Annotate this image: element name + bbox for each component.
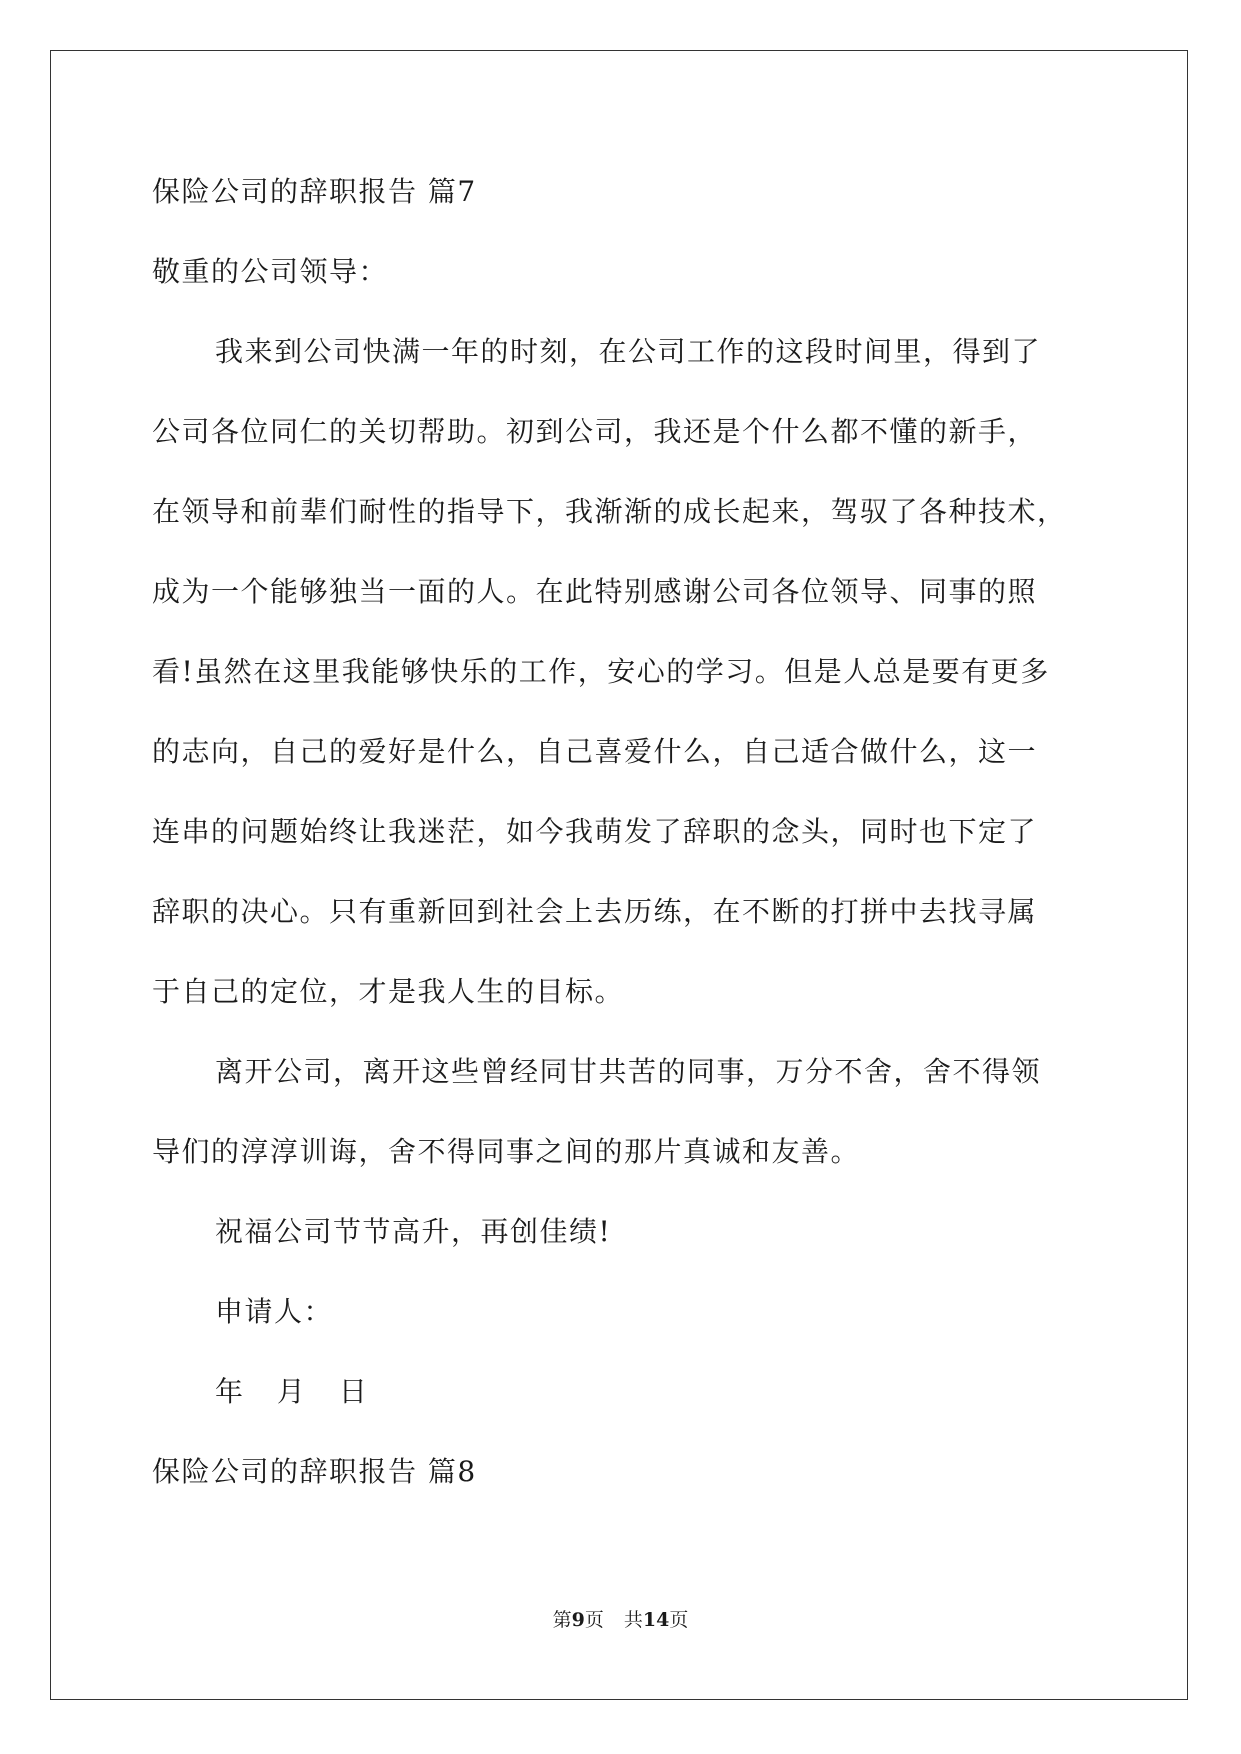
date-day: 日 [338, 1375, 369, 1408]
closing-wish: 祝福公司节节高升，再创佳绩! [215, 1215, 612, 1248]
total-prefix: 共 [623, 1609, 643, 1631]
applicant-label: 申请人： [215, 1295, 334, 1328]
date-month: 月 [276, 1375, 307, 1408]
page-suffix: 页 [584, 1609, 604, 1631]
section-heading-7: 保险公司的辞职报告 篇7 [152, 175, 477, 208]
paragraph-2-line-2: 导们的淳淳训诲，舍不得同事之间的那片真诚和友善。 [152, 1135, 861, 1168]
date-year: 年 [215, 1375, 245, 1408]
total-suffix: 页 [669, 1609, 689, 1631]
page-current: 9 [571, 1609, 585, 1631]
paragraph-1-line-6: 的志向，自己的爱好是什么，自己喜爱什么，自己适合做什么，这一 [152, 735, 1038, 768]
paragraph-1-line-1: 我来到公司快满一年的时刻，在公司工作的这段时间里，得到了 [215, 335, 1042, 368]
paragraph-1-line-2: 公司各位同仁的关切帮助。初到公司，我还是个什么都不懂的新手， [152, 415, 1038, 448]
paragraph-1-line-4: 成为一个能够独当一面的人。在此特别感谢公司各位领导、同事的照 [152, 575, 1038, 608]
page-total: 14 [642, 1609, 670, 1631]
paragraph-1-line-7: 连串的问题始终让我迷茫，如今我萌发了辞职的念头，同时也下定了 [152, 815, 1038, 848]
date-line [215, 1372, 390, 1412]
page-footer [0, 1608, 1241, 1632]
section-heading-8: 保险公司的辞职报告 篇8 [152, 1455, 477, 1488]
paragraph-1-line-8: 辞职的决心。只有重新回到社会上去历练，在不断的打拼中去找寻属 [152, 895, 1038, 928]
paragraph-1-line-3: 在领导和前辈们耐性的指导下，我渐渐的成长起来，驾驭了各种技术， [152, 495, 1067, 528]
paragraph-2-line-1: 离开公司，离开这些曾经同甘共苦的同事，万分不舍，舍不得领 [215, 1055, 1042, 1088]
paragraph-1-line-9: 于自己的定位，才是我人生的目标。 [152, 975, 625, 1008]
paragraph-1-line-5: 看!虽然在这里我能够快乐的工作，安心的学习。但是人总是要有更多 [152, 655, 1050, 688]
salutation: 敬重的公司领导： [152, 255, 389, 288]
page-prefix: 第 [552, 1609, 572, 1631]
